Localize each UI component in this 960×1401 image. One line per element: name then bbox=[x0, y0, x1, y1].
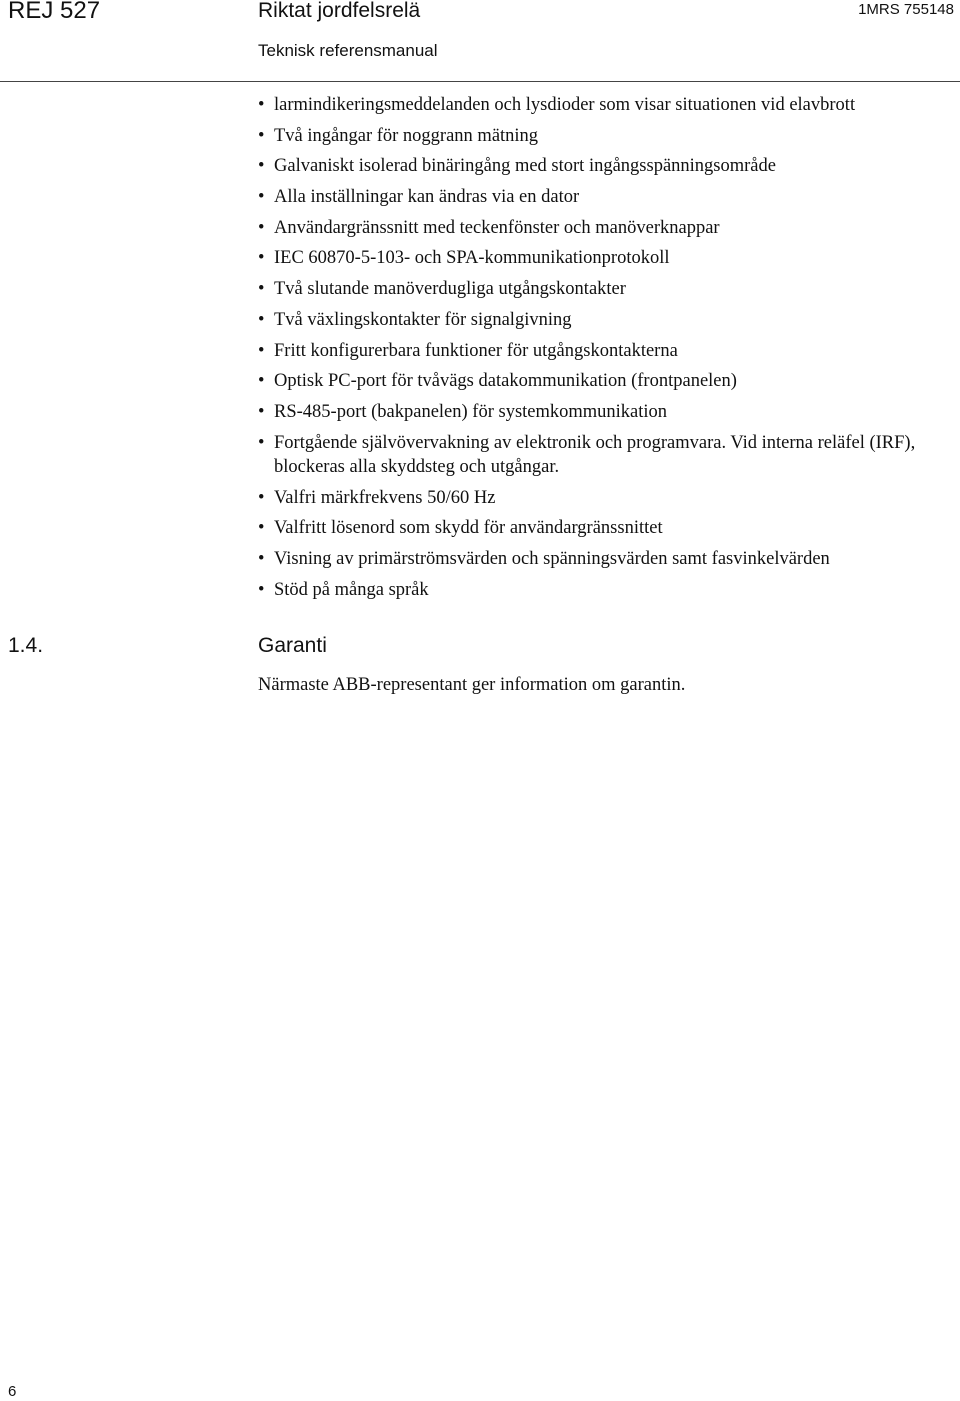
list-item-text: Stöd på många språk bbox=[274, 579, 429, 600]
product-code: REJ 527 bbox=[8, 0, 101, 24]
bullet-icon: • bbox=[258, 187, 265, 208]
bullet-icon: • bbox=[258, 579, 265, 600]
header-divider bbox=[0, 81, 960, 82]
list-item bbox=[258, 185, 958, 210]
list-item bbox=[258, 578, 958, 603]
list-item-text: Användargränssnitt med teckenfönster och manöverknappar bbox=[274, 217, 720, 238]
list-item-text: Valfri märkfrekvens 50/60 Hz bbox=[274, 487, 496, 508]
feature-list bbox=[258, 93, 958, 609]
bullet-icon: • bbox=[258, 217, 265, 238]
bullet-icon: • bbox=[258, 156, 265, 177]
bullet-icon: • bbox=[258, 340, 265, 361]
bullet-icon: • bbox=[258, 125, 265, 146]
list-item bbox=[258, 93, 958, 118]
list-item bbox=[258, 516, 958, 541]
bullet-icon: • bbox=[258, 95, 265, 115]
bullet-icon: • bbox=[258, 487, 265, 508]
document-id: 1MRS 755148 bbox=[858, 1, 954, 18]
list-item bbox=[258, 369, 958, 394]
list-item bbox=[258, 216, 958, 241]
list-item-text: Visning av primärströmsvärden och spänningsvärden samt fasvinkelvärden bbox=[274, 549, 830, 570]
page-number: 6 bbox=[8, 1383, 17, 1400]
list-item-text: Fritt konfigurerbara funktioner för utgångskontakterna bbox=[274, 340, 678, 361]
bullet-icon: • bbox=[258, 518, 265, 539]
bullet-icon: • bbox=[258, 432, 265, 453]
document-title: Riktat jordfelsrelä bbox=[258, 0, 421, 22]
list-item-text: Optisk PC-port för tvåvägs datakommunikation (frontpanelen) bbox=[274, 371, 737, 392]
list-item-text: RS-485-port (bakpanelen) för systemkommunikation bbox=[274, 401, 668, 422]
list-item-text: Valfritt lösenord som skydd för användargränssnittet bbox=[274, 518, 663, 539]
bullet-icon: • bbox=[258, 279, 265, 300]
document-subtitle: Teknisk referensmanual bbox=[258, 41, 438, 60]
bullet-icon: • bbox=[258, 401, 265, 422]
list-item bbox=[258, 154, 958, 179]
list-item bbox=[258, 339, 958, 364]
list-item-text: Två växlingskontakter för signalgivning bbox=[274, 309, 572, 330]
list-item-text: IEC 60870-5-103- och SPA-kommunikationprotokoll bbox=[274, 248, 670, 269]
bullet-icon: • bbox=[258, 549, 265, 570]
list-item bbox=[258, 547, 958, 572]
bullet-icon: • bbox=[258, 371, 265, 392]
list-item bbox=[258, 246, 958, 271]
list-item bbox=[258, 400, 958, 425]
list-item-text: Två ingångar för noggrann mätning bbox=[274, 125, 539, 146]
list-item-text: Två slutande manöverdugliga utgångskontakter bbox=[274, 279, 626, 300]
bullet-icon: • bbox=[258, 248, 265, 269]
list-item bbox=[258, 308, 958, 333]
list-item bbox=[258, 431, 958, 480]
section-number: 1.4. bbox=[8, 634, 44, 657]
bullet-icon: • bbox=[258, 309, 265, 330]
list-item bbox=[258, 124, 958, 149]
list-item bbox=[258, 486, 958, 511]
section-body: Närmaste ABB-representant ger information om garantin. bbox=[258, 675, 686, 695]
list-item-text: larmindikeringsmeddelanden och lysdioder som visar situationen vid elavbrott bbox=[274, 95, 856, 115]
list-item-text: Fortgående självövervakning av elektronik och programvara. Vid interna reläfel (IRF), blockeras alla skyddsteg och utgångar. bbox=[274, 432, 916, 478]
list-item-text: Galvaniskt isolerad binäringång med stort ingångsspänningsområde bbox=[274, 156, 776, 177]
section-title: Garanti bbox=[258, 634, 327, 657]
list-item-text: Alla inställningar kan ändras via en dator bbox=[274, 187, 580, 208]
list-item bbox=[258, 277, 958, 302]
